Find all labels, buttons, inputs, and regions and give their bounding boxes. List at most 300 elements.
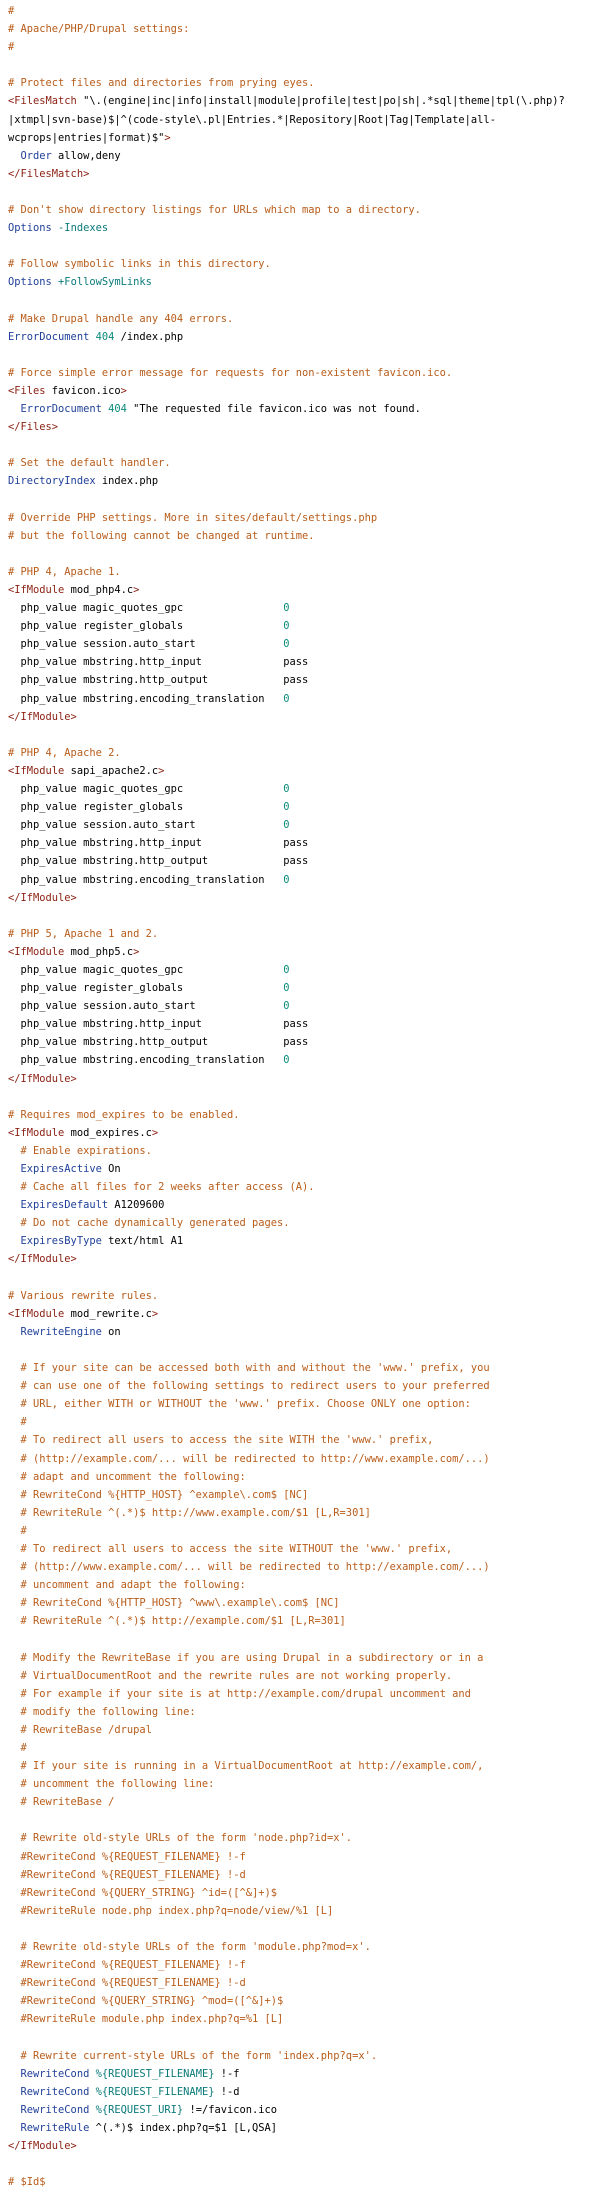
comment-token: # (http://example.com/... will be redirected to http://www.example.com/...) xyxy=(20,1452,490,1465)
indent xyxy=(8,1453,21,1465)
indent xyxy=(8,1706,21,1718)
code-line xyxy=(8,1630,592,1648)
indent xyxy=(8,1362,21,1374)
argument-token: allow,deny xyxy=(51,149,121,162)
argument-token: php_value session.auto_start xyxy=(20,1000,284,1013)
code-line xyxy=(8,1558,592,1576)
code-line xyxy=(8,1250,592,1268)
code-line xyxy=(8,1576,592,1594)
indent xyxy=(8,1887,21,1899)
code-line xyxy=(8,527,592,545)
indent xyxy=(8,1525,21,1537)
code-line xyxy=(8,129,592,147)
argument-token: on xyxy=(101,1325,121,1338)
indent xyxy=(8,693,21,705)
comment-token: # (http://www.example.com/... will be redirected to http://example.com/...) xyxy=(20,1561,490,1574)
indent xyxy=(8,403,21,415)
code-line xyxy=(8,871,592,889)
tag-token: </IfModule> xyxy=(8,2140,77,2153)
comment-token: # To redirect all users to access the site WITHOUT the 'www.' prefix, xyxy=(20,1542,453,1555)
code-line xyxy=(8,563,592,581)
number-token: 0 xyxy=(283,692,290,705)
comment-token: # Requires mod_expires to be enabled. xyxy=(8,1108,240,1121)
tag-token: > xyxy=(151,1126,159,1139)
indent xyxy=(8,801,21,813)
code-line xyxy=(8,454,592,472)
number-token: 0 xyxy=(283,982,290,995)
code-line xyxy=(8,1884,592,1902)
indent xyxy=(8,1959,21,1971)
string-token: wcprops|entries|format)$" xyxy=(8,131,165,144)
directive-token: RewriteRule xyxy=(20,2121,90,2134)
code-line xyxy=(8,1866,592,1884)
tag-token: <Files xyxy=(8,384,46,397)
code-line xyxy=(8,92,592,110)
indent xyxy=(8,1163,21,1175)
comment-token: # Various rewrite rules. xyxy=(8,1289,159,1302)
code-line xyxy=(8,2,592,20)
directive-token: RewriteCond xyxy=(20,2067,90,2080)
code-line xyxy=(8,1848,592,1866)
comment-token: # adapt and uncomment the following: xyxy=(20,1470,246,1483)
number-token: 0 xyxy=(283,783,290,796)
comment-token: # Cache all files for 2 weeks after access (A). xyxy=(20,1181,315,1194)
code-line xyxy=(8,201,592,219)
indent xyxy=(8,2104,21,2116)
argument-token: sapi_apache2.c xyxy=(64,764,159,777)
indent xyxy=(8,1561,21,1573)
comment-token: # RewriteRule ^(.*)$ http://www.example.com/$1 [L,R=301] xyxy=(20,1506,371,1519)
code-line xyxy=(8,780,592,798)
code-line xyxy=(8,491,592,509)
indent xyxy=(8,2068,21,2080)
tag-token: </FilesMatch> xyxy=(8,167,90,180)
code-line xyxy=(8,74,592,92)
indent xyxy=(8,837,21,849)
directive-token: Options xyxy=(8,222,52,235)
code-line xyxy=(8,1070,592,1088)
tag-token: <IfModule xyxy=(8,584,65,596)
indent xyxy=(8,1326,21,1338)
code-line xyxy=(8,852,592,870)
indent xyxy=(8,1507,21,1519)
code-line xyxy=(8,1486,592,1504)
comment-token: # PHP 5, Apache 1 and 2. xyxy=(8,927,159,940)
comment-token: # modify the following line: xyxy=(20,1705,196,1718)
directive-token: ErrorDocument xyxy=(20,403,102,416)
code-line xyxy=(8,147,592,165)
code-line xyxy=(8,2010,592,2028)
code-line xyxy=(8,943,592,961)
code-line xyxy=(8,509,592,527)
indent xyxy=(8,1489,21,1501)
argument-token: php_value mbstring.encoding_translation xyxy=(20,692,284,705)
code-line xyxy=(8,1974,592,1992)
code-line xyxy=(8,1269,592,1287)
indent xyxy=(8,1905,21,1917)
argument-token: php_value mbstring.http_output pass xyxy=(20,855,309,868)
argument-token: php_value register_globals xyxy=(20,620,284,633)
code-line xyxy=(8,1106,592,1124)
comment-token: # xyxy=(20,1416,27,1429)
argument-token: php_value register_globals xyxy=(20,801,284,814)
code-line xyxy=(8,599,592,617)
indent xyxy=(8,1217,21,1229)
indent xyxy=(8,1434,21,1446)
code-line xyxy=(8,400,592,418)
code-line xyxy=(8,1775,592,1793)
indent xyxy=(8,1471,21,1483)
comment-token: # If your site can be accessed both with and without the 'www.' prefix, you xyxy=(20,1362,490,1375)
comment-token: # PHP 4, Apache 2. xyxy=(8,746,121,759)
argument-token: php_value session.auto_start xyxy=(20,638,284,651)
directive-token: Order xyxy=(20,149,52,162)
code-line xyxy=(8,38,592,56)
directive-token: RewriteCond xyxy=(20,2085,90,2098)
directive-token: ExpiresDefault xyxy=(20,1199,109,1212)
code-line xyxy=(8,635,592,653)
code-line xyxy=(8,219,592,237)
code-line xyxy=(8,165,592,183)
code-line xyxy=(8,1196,592,1214)
comment-token: # uncomment the following line: xyxy=(20,1778,215,1791)
code-line xyxy=(8,1450,592,1468)
indent xyxy=(8,1543,21,1555)
comment-token: # but the following cannot be changed at runtime. xyxy=(8,529,315,542)
code-line xyxy=(8,1829,592,1847)
code-line xyxy=(8,1685,592,1703)
argument-token: text/html A1 xyxy=(101,1235,184,1248)
code-line xyxy=(8,472,592,490)
code-line xyxy=(8,1540,592,1558)
comment-token: # RewriteBase / xyxy=(20,1796,115,1809)
indent xyxy=(8,1054,21,1066)
argument-token: !=/favicon.ico xyxy=(183,2103,278,2116)
indent xyxy=(8,819,21,831)
indent xyxy=(8,2050,21,2062)
code-line xyxy=(8,436,592,454)
string-token: "\.(engine|inc|info|install|module|profile|test|po|sh|.*sql|theme|tpl(\.php)? xyxy=(76,95,565,108)
indent xyxy=(8,1742,21,1754)
indent xyxy=(8,1851,21,1863)
indent xyxy=(8,1778,21,1790)
indent xyxy=(8,1416,21,1428)
tag-token: > xyxy=(133,945,140,958)
directive-token: RewriteCond xyxy=(20,2103,90,2116)
code-line xyxy=(8,961,592,979)
argument-token: mod_rewrite.c xyxy=(64,1307,152,1320)
code-line xyxy=(8,889,592,907)
indent xyxy=(8,1181,21,1193)
comment-token: # Set the default handler. xyxy=(8,457,171,470)
tag-token: <IfModule xyxy=(8,945,65,958)
indent xyxy=(8,1995,21,2007)
argument-token: php_value mbstring.http_input pass xyxy=(20,837,309,850)
number-token: 0 xyxy=(283,638,290,651)
argument-token: php_value mbstring.http_input pass xyxy=(20,1018,309,1031)
comment-token: # Do not cache dynamically generated pages. xyxy=(20,1217,290,1230)
argument-token: mod_php5.c xyxy=(64,945,134,958)
comment-token: # Apache/PHP/Drupal settings: xyxy=(8,23,190,36)
indent xyxy=(8,1036,21,1048)
code-line xyxy=(8,2083,592,2101)
code-line xyxy=(8,1287,592,1305)
comment-token: # Make Drupal handle any 404 errors. xyxy=(8,312,234,325)
comment-token: # Modify the RewriteBase if you are using Drupal in a subdirectory or in a xyxy=(20,1651,484,1664)
comment-token: # uncomment and adapt the following: xyxy=(20,1579,246,1592)
comment-token: # Force simple error message for requests for non-existent favicon.ico. xyxy=(8,366,453,379)
comment-token: # xyxy=(20,1524,27,1537)
code-line xyxy=(8,418,592,436)
code-line xyxy=(8,581,592,599)
code-line xyxy=(8,2065,592,2083)
code-line xyxy=(8,2119,592,2137)
code-line xyxy=(8,1504,592,1522)
code-line xyxy=(8,273,592,291)
indent xyxy=(8,1977,21,1989)
code-line xyxy=(8,1956,592,1974)
argument-token: mod_expires.c xyxy=(64,1126,152,1139)
comment-token: # RewriteCond %{HTTP_HOST} ^example\.com$ [NC] xyxy=(20,1488,309,1501)
indent xyxy=(8,620,21,632)
indent xyxy=(8,964,21,976)
argument-token: php_value magic_quotes_gpc xyxy=(20,602,284,615)
comment-token: # PHP 4, Apache 1. xyxy=(8,565,121,578)
comment-token: #RewriteRule node.php index.php?q=node/view/%1 [L] xyxy=(20,1904,334,1917)
code-line xyxy=(8,56,592,74)
argument-token: php_value magic_quotes_gpc xyxy=(20,783,284,796)
comment-token: # can use one of the following settings to redirect users to your preferred xyxy=(20,1380,490,1393)
code-line xyxy=(8,310,592,328)
code-line xyxy=(8,1992,592,2010)
comment-token: # Rewrite current-style URLs of the form 'index.php?q=x'. xyxy=(20,2049,378,2062)
code-line xyxy=(8,237,592,255)
indent xyxy=(8,2122,21,2134)
indent xyxy=(8,1597,21,1609)
code-line xyxy=(8,1033,592,1051)
comment-token: #RewriteCond %{QUERY_STRING} ^mod=([^&]+)$ xyxy=(20,1995,284,2008)
tag-token: <IfModule xyxy=(8,1126,65,1139)
code-line xyxy=(8,1721,592,1739)
comment-token: # VirtualDocumentRoot and the rewrite rules are not working properly. xyxy=(20,1669,453,1682)
option-token: %{REQUEST_URI} xyxy=(89,2103,184,2116)
indent xyxy=(8,656,21,668)
indent xyxy=(8,1579,21,1591)
code-line xyxy=(8,111,592,129)
comment-token: # Follow symbolic links in this directory. xyxy=(8,258,271,271)
indent xyxy=(8,1670,21,1682)
argument-token: php_value mbstring.http_output pass xyxy=(20,1036,309,1049)
indent xyxy=(8,2086,21,2098)
option-token: %{REQUEST_FILENAME} xyxy=(89,2067,215,2080)
indent xyxy=(8,1832,21,1844)
indent xyxy=(8,855,21,867)
option-token: +FollowSymLinks xyxy=(51,276,152,289)
code-line xyxy=(8,255,592,273)
comment-token: #RewriteCond %{REQUEST_FILENAME} !-d xyxy=(20,1868,246,1881)
argument-token: On xyxy=(101,1163,121,1175)
comment-token: #RewriteCond %{QUERY_STRING} ^id=([^&]+)$ xyxy=(20,1886,277,1899)
string-token: "The requested file favicon.ico was not found. xyxy=(126,403,421,416)
comment-token: # RewriteRule ^(.*)$ http://example.com/$1 [L,R=301] xyxy=(20,1615,346,1628)
indent xyxy=(8,674,21,686)
code-line xyxy=(8,2137,592,2155)
indent xyxy=(8,1615,21,1627)
indent xyxy=(8,982,21,994)
number-token: 0 xyxy=(283,602,290,615)
argument-token: php_value session.auto_start xyxy=(20,819,284,832)
comment-token: # xyxy=(20,1742,27,1754)
indent xyxy=(8,638,21,650)
number-token: 0 xyxy=(283,819,290,832)
code-line xyxy=(8,1649,592,1667)
code-line xyxy=(8,744,592,762)
code-line xyxy=(8,1178,592,1196)
comment-token: # If your site is running in a VirtualDocumentRoot at http://example.com/, xyxy=(20,1760,484,1773)
indent xyxy=(8,1398,21,1410)
comment-token: # Override PHP settings. More in sites/default/settings.php xyxy=(8,511,378,524)
argument-token: php_value mbstring.encoding_translation xyxy=(20,1054,284,1067)
code-line xyxy=(8,1160,592,1178)
indent xyxy=(8,1724,21,1736)
comment-token: # For example if your site is at http://example.com/drupal uncomment and xyxy=(20,1687,471,1700)
code-line xyxy=(8,183,592,201)
code-line xyxy=(8,1431,592,1449)
argument-token: !-f xyxy=(214,2067,240,2080)
tag-token: > xyxy=(120,384,127,397)
comment-token: # Don't show directory listings for URLs which map to a directory. xyxy=(8,204,421,217)
indent xyxy=(8,1869,21,1881)
option-token: -Indexes xyxy=(51,222,109,235)
code-line xyxy=(8,20,592,38)
number-token: 0 xyxy=(283,1054,290,1067)
code-line xyxy=(8,762,592,780)
code-line xyxy=(8,2155,592,2173)
argument-token: php_value mbstring.http_input pass xyxy=(20,656,309,669)
argument-token: php_value mbstring.encoding_translation xyxy=(20,873,284,886)
argument-token: php_value magic_quotes_gpc xyxy=(20,963,284,976)
indent xyxy=(8,1018,21,1030)
code-line xyxy=(8,1214,592,1232)
string-token: |xtmpl|svn-base)$|^(code-style\.pl|Entries.*|Repository|Root|Tag|Template|all- xyxy=(8,113,496,126)
argument-token: ^(.*)$ index.php?q=$1 [L,QSA] xyxy=(89,2121,278,2134)
code-line xyxy=(8,1757,592,1775)
comment-token: # Rewrite old-style URLs of the form 'node.php?id=x'. xyxy=(20,1832,353,1845)
tag-token: > xyxy=(133,584,140,596)
tag-token: > xyxy=(164,131,171,144)
code-line xyxy=(8,2029,592,2047)
indent xyxy=(8,1652,21,1664)
number-token: 404 xyxy=(101,403,127,416)
tag-token: <IfModule xyxy=(8,764,65,777)
indent xyxy=(8,1941,21,1953)
code-line xyxy=(8,1612,592,1630)
code-line xyxy=(8,708,592,726)
indent xyxy=(8,874,21,886)
indent xyxy=(8,150,21,162)
argument-token: php_value mbstring.http_output pass xyxy=(20,674,309,687)
number-token: 0 xyxy=(283,873,290,886)
directive-token: ExpiresActive xyxy=(20,1163,102,1175)
code-line xyxy=(8,1124,592,1142)
code-line xyxy=(8,1341,592,1359)
comment-token: #RewriteCond %{REQUEST_FILENAME} !-d xyxy=(20,1977,246,1990)
directive-token: ExpiresByType xyxy=(20,1235,102,1248)
code-line xyxy=(8,997,592,1015)
code-line xyxy=(8,834,592,852)
number-token: 0 xyxy=(283,1000,290,1013)
code-line xyxy=(8,1377,592,1395)
code-line xyxy=(8,1088,592,1106)
code-line xyxy=(8,2173,592,2191)
code-line xyxy=(8,1359,592,1377)
directive-token: Options xyxy=(8,276,52,289)
indent xyxy=(8,1796,21,1808)
indent xyxy=(8,1199,21,1211)
comment-token: #RewriteRule module.php index.php?q=%1 [L] xyxy=(20,2013,284,2026)
code-line xyxy=(8,1323,592,1341)
number-token: 404 xyxy=(89,330,115,343)
directive-token: ErrorDocument xyxy=(8,330,90,343)
code-line xyxy=(8,1232,592,1250)
code-line xyxy=(8,671,592,689)
tag-token: > xyxy=(151,1307,159,1320)
tag-token: > xyxy=(158,764,165,777)
code-line xyxy=(8,726,592,744)
tag-token: </IfModule> xyxy=(8,710,77,723)
code-line xyxy=(8,346,592,364)
code-line xyxy=(8,1522,592,1540)
code-line xyxy=(8,1468,592,1486)
comment-token: #RewriteCond %{REQUEST_FILENAME} !-f xyxy=(20,1959,246,1972)
argument-token: index.php xyxy=(95,475,159,488)
comment-token: # URL, either WITH or WITHOUT the 'www.' prefix. Choose ONLY one option: xyxy=(20,1398,471,1411)
number-token: 0 xyxy=(283,620,290,633)
comment-token: # To redirect all users to access the site WITH the 'www.' prefix, xyxy=(20,1434,434,1447)
argument-token: A1209600 xyxy=(108,1199,165,1212)
code-line xyxy=(8,545,592,563)
indent xyxy=(8,1235,21,1247)
number-token: 0 xyxy=(283,801,290,814)
tag-token: </IfModule> xyxy=(8,1072,77,1085)
comment-token: # Enable expirations. xyxy=(20,1144,152,1157)
code-line xyxy=(8,816,592,834)
code-line xyxy=(8,1305,592,1323)
argument-token: /index.php xyxy=(114,330,184,343)
indent xyxy=(8,1145,21,1157)
indent xyxy=(8,783,21,795)
code-line xyxy=(8,653,592,671)
directive-token: RewriteEngine xyxy=(20,1325,102,1338)
code-line xyxy=(8,690,592,708)
indent xyxy=(8,2013,21,2025)
comment-token: # xyxy=(8,5,15,17)
code-line xyxy=(8,1594,592,1612)
code-line xyxy=(8,1902,592,1920)
comment-token: #RewriteCond %{REQUEST_FILENAME} !-f xyxy=(20,1850,246,1863)
comment-token: # Protect files and directories from prying eyes. xyxy=(8,77,315,90)
code-line xyxy=(8,1938,592,1956)
code-line xyxy=(8,2101,592,2119)
code-line xyxy=(8,382,592,400)
tag-token: </IfModule> xyxy=(8,891,77,904)
argument-token: favicon.ico xyxy=(45,384,121,397)
code-line xyxy=(8,364,592,382)
code-line xyxy=(8,798,592,816)
indent xyxy=(8,1688,21,1700)
argument-token: php_value register_globals xyxy=(20,982,284,995)
code-line xyxy=(8,1739,592,1757)
